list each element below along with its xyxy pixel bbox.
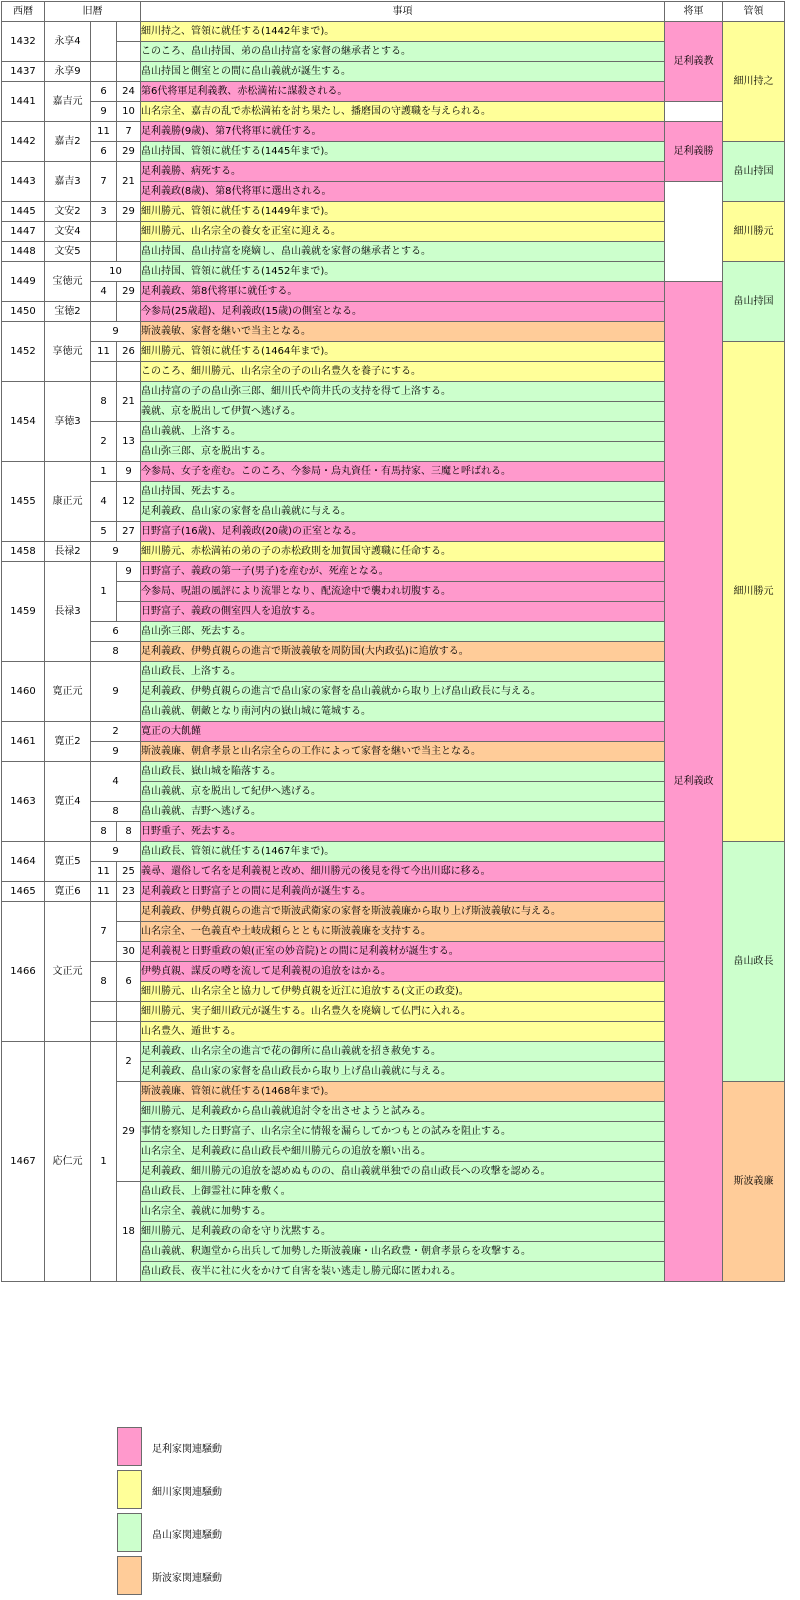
event-cell: 足利義政、畠山家の家督を畠山義就に与える。 [141,502,665,522]
month-cell [91,22,117,62]
month-cell: 2 [91,422,117,462]
day-cell [117,22,141,42]
month-cell: 6 [91,82,117,102]
event-cell: 義就、京を脱出して伊賀へ逃げる。 [141,402,665,422]
event-cell: 細川勝元、足利義政の命を守り沈黙する。 [141,1222,665,1242]
event-cell: 今参局、女子を産む。このころ、今参局・烏丸資任・有馬持家、三魔と呼ばれる。 [141,462,665,482]
era-cell: 永享4 [45,22,91,62]
day-cell: 21 [117,382,141,422]
table-row [2,282,785,302]
month-cell: 3 [91,202,117,222]
era-cell: 文安2 [45,202,91,222]
event-cell: 細川勝元、赤松満祐の弟の子の赤松政則を加賀国守護職に任命する。 [141,542,665,562]
month-cell: 1 [91,1042,117,1282]
event-cell: 細川勝元、山名宗全と協力して伊勢貞親を近江に追放する(文正の政変)。 [141,982,665,1002]
event-cell: 畠山持国、管領に就任する(1452年まで)。 [141,262,665,282]
month-cell: 9 [91,322,141,342]
header-row [2,2,785,22]
event-cell: 畠山持国、畠山持富を廃嫡し、畠山義就を家督の継承者とする。 [141,242,665,262]
day-cell: 29 [117,202,141,222]
event-cell: 畠山弥三郎、死去する。 [141,622,665,642]
legend-label: 畠山家関連騒動 [152,1530,222,1541]
year-cell: 1465 [2,882,45,902]
event-cell: 斯波義廉、朝倉孝景と山名宗全らの工作によって家督を継いで当主となる。 [141,742,665,762]
month-cell: 6 [91,622,141,642]
day-cell: 2 [117,1042,141,1082]
year-cell: 1454 [2,382,45,462]
month-cell: 1 [91,462,117,482]
header-kanrei: 管領 [723,2,785,22]
month-cell: 8 [91,802,141,822]
event-cell: 日野富子、義政の第一子(男子)を産むが、死産となる。 [141,562,665,582]
day-cell: 9 [117,462,141,482]
day-cell: 29 [117,142,141,162]
kanrei-cell: 細川勝元 [723,202,785,262]
year-cell: 1459 [2,562,45,662]
year-cell: 1466 [2,902,45,1042]
year-cell: 1467 [2,1042,45,1282]
event-cell: 畠山持国、死去する。 [141,482,665,502]
era-cell: 嘉吉元 [45,82,91,122]
event-cell: 細川勝元、足利義政から畠山義就追討令を出させようと試みる。 [141,1102,665,1122]
day-cell: 7 [117,122,141,142]
year-cell: 1447 [2,222,45,242]
month-cell: 9 [91,842,141,862]
year-cell: 1443 [2,162,45,202]
event-cell: 足利義政、伊勢貞親らの進言で斯波義敏を周防国(大内政弘)に追放する。 [141,642,665,662]
day-cell: 9 [117,562,141,582]
day-cell: 26 [117,342,141,362]
day-cell: 27 [117,522,141,542]
kanrei-cell: 斯波義廉 [723,1082,785,1282]
era-cell: 文正元 [45,902,91,1042]
kanrei-cell: 畠山持国 [723,142,785,202]
day-cell: 13 [117,422,141,462]
legend-swatch [117,1470,142,1509]
kanrei-cell: 畠山持国 [723,262,785,342]
event-cell: 日野富子(16歳)、足利義政(20歳)の正室となる。 [141,522,665,542]
day-cell: 12 [117,482,141,522]
event-cell: 寛正の大飢饉 [141,722,665,742]
event-cell: 畠山政長、上御霊社に陣を敷く。 [141,1182,665,1202]
day-cell [117,1022,141,1042]
day-cell: 21 [117,162,141,202]
event-cell: このころ、畠山持国、弟の畠山持富を家督の継承者とする。 [141,42,665,62]
event-cell: 事情を察知した日野富子、山名宗全に情報を漏らしてかつもとの試みを阻止する。 [141,1122,665,1142]
day-cell [117,1002,141,1022]
legend-item-hosokawa [117,1470,417,1513]
era-cell: 嘉吉2 [45,122,91,162]
event-cell: 畠山義就、上洛する。 [141,422,665,442]
event-cell: 山名宗全、足利義政に畠山政長や細川勝元らの追放を願い出る。 [141,1142,665,1162]
year-cell: 1464 [2,842,45,882]
header-event: 事項 [141,2,665,22]
month-cell: 4 [91,762,141,802]
day-cell: 18 [117,1182,141,1282]
event-cell: 足利義勝、病死する。 [141,162,665,182]
header-shogun: 将軍 [665,2,723,22]
month-cell [91,1022,117,1042]
year-cell: 1460 [2,662,45,722]
table-row [2,22,785,42]
month-cell [91,302,117,322]
era-cell: 享徳3 [45,382,91,462]
day-cell [117,362,141,382]
day-cell [117,222,141,242]
chronology-table [1,1,785,1282]
month-cell: 8 [91,962,117,1002]
day-cell [117,602,141,622]
legend-item-ashikaga [117,1427,417,1470]
month-cell: 9 [91,102,117,122]
event-cell: 足利義政、細川勝元の追放を認めぬものの、畠山義就単独での畠山政長への攻撃を認める。 [141,1162,665,1182]
event-cell: 足利義政、畠山家の家督を畠山政長から取り上げ畠山義就に与える。 [141,1062,665,1082]
day-cell: 10 [117,102,141,122]
era-cell: 寛正5 [45,842,91,882]
event-cell: 足利義政、伊勢貞親らの進言で斯波武衛家の家督を斯波義廉から取り上げ斯波義敏に与える。 [141,902,665,922]
era-cell: 長禄2 [45,542,91,562]
event-cell: 足利義勝(9歳)、第7代将軍に就任する。 [141,122,665,142]
day-cell: 24 [117,82,141,102]
year-cell: 1452 [2,322,45,382]
legend-item-hatakeyama [117,1513,417,1556]
event-cell: 細川勝元、実子細川政元が誕生する。山名豊久を廃嫡して仏門に入れる。 [141,1002,665,1022]
shogun-cell [665,102,723,122]
year-cell: 1437 [2,62,45,82]
event-cell: 日野富子、義政の側室四人を追放する。 [141,602,665,622]
legend-label: 足利家関連騒動 [152,1444,222,1455]
era-cell: 寛正4 [45,762,91,842]
legend-label: 斯波家関連騒動 [152,1573,222,1584]
event-cell: 斯波義廉、管領に就任する(1468年まで)。 [141,1082,665,1102]
day-cell [117,242,141,262]
event-cell: 今参局、呪詛の風評により流罪となり、配流途中で襲われ切腹する。 [141,582,665,602]
day-cell: 8 [117,822,141,842]
era-cell: 文安5 [45,242,91,262]
era-cell: 寛正元 [45,662,91,722]
era-cell: 寛正6 [45,882,91,902]
month-cell [91,242,117,262]
month-cell: 9 [91,662,141,722]
month-cell: 8 [91,822,117,842]
month-cell: 9 [91,742,141,762]
era-cell: 文安4 [45,222,91,242]
day-cell [117,922,141,942]
event-cell: 足利義政、山名宗全の進言で花の御所に畠山義就を招き赦免する。 [141,1042,665,1062]
year-cell: 1448 [2,242,45,262]
month-cell [91,222,117,242]
legend [117,1427,417,1599]
event-cell: 山名宗全、義就に加勢する。 [141,1202,665,1222]
legend-item-shiba [117,1556,417,1599]
month-cell: 5 [91,522,117,542]
day-cell: 29 [117,282,141,302]
event-cell: 畠山義就、京を脱出して紀伊へ逃げる。 [141,782,665,802]
month-cell: 4 [91,482,117,522]
event-cell: 畠山弥三郎、京を脱出する。 [141,442,665,462]
month-cell: 11 [91,862,117,882]
event-cell: 畠山持国と側室との間に畠山義就が誕生する。 [141,62,665,82]
day-cell: 29 [117,1082,141,1182]
event-cell: 畠山義就、朝敵となり南河内の嶽山城に篭城する。 [141,702,665,722]
table-row [2,102,785,122]
event-cell: 畠山政長、上洛する。 [141,662,665,682]
month-cell: 8 [91,382,117,422]
month-cell [91,62,117,82]
month-cell: 2 [91,722,141,742]
shogun-cell: 足利義勝 [665,122,723,182]
year-cell: 1450 [2,302,45,322]
month-cell: 1 [91,562,117,622]
year-cell: 1463 [2,762,45,842]
shogun-cell: 足利義政 [665,282,723,1282]
event-cell: 足利義政(8歳)、第8代将軍に選出される。 [141,182,665,202]
shogun-cell [665,182,723,282]
event-cell: 畠山義就、釈迦堂から出兵して加勢した斯波義廉・山名政豊・朝倉孝景らを攻撃する。 [141,1242,665,1262]
era-cell: 永享9 [45,62,91,82]
month-cell: 11 [91,342,117,362]
event-cell: 義尋、還俗して名を足利義視と改め、細川勝元の後見を得て今出川邸に移る。 [141,862,665,882]
year-cell: 1442 [2,122,45,162]
era-cell: 宝徳2 [45,302,91,322]
event-cell: 山名豊久、遁世する。 [141,1022,665,1042]
era-cell: 宝徳元 [45,262,91,302]
month-cell: 11 [91,882,117,902]
event-cell: 足利義視と日野重政の娘(正室の妙音院)との間に足利義材が誕生する。 [141,942,665,962]
event-cell: 足利義政、第8代将軍に就任する。 [141,282,665,302]
day-cell: 30 [117,942,141,962]
day-cell: 25 [117,862,141,882]
table-row [2,122,785,142]
month-cell: 10 [91,262,141,282]
shogun-cell: 足利義教 [665,22,723,102]
event-cell: 畠山政長、夜半に社に火をかけて自害を装い逃走し勝元邸に匿われる。 [141,1262,665,1282]
era-cell: 康正元 [45,462,91,542]
era-cell: 嘉吉3 [45,162,91,202]
event-cell: 細川持之、管領に就任する(1442年まで)。 [141,22,665,42]
month-cell: 6 [91,142,117,162]
era-cell: 長禄3 [45,562,91,662]
legend-label: 細川家関連騒動 [152,1487,222,1498]
day-cell [117,42,141,62]
year-cell: 1461 [2,722,45,762]
event-cell: 伊勢貞親、謀反の噂を流して足利義視の追放をはかる。 [141,962,665,982]
era-cell: 享徳元 [45,322,91,382]
year-cell: 1441 [2,82,45,122]
event-cell: 畠山持国、管領に就任する(1445年まで)。 [141,142,665,162]
event-cell: 足利義政、伊勢貞親らの進言で畠山家の家督を畠山義就から取り上げ畠山政長に与える。 [141,682,665,702]
year-cell: 1449 [2,262,45,302]
month-cell: 9 [91,542,141,562]
header-western-year: 西暦 [2,2,45,22]
year-cell: 1432 [2,22,45,62]
event-cell: 第6代将軍足利義教、赤松満祐に謀殺される。 [141,82,665,102]
month-cell: 4 [91,282,117,302]
event-cell: 畠山政長、管領に就任する(1467年まで)。 [141,842,665,862]
event-cell: 今参局(25歳超)、足利義政(15歳)の側室となる。 [141,302,665,322]
month-cell: 7 [91,162,117,202]
day-cell [117,302,141,322]
event-cell: 細川勝元、管領に就任する(1464年まで)。 [141,342,665,362]
day-cell: 23 [117,882,141,902]
event-cell: 山名宗全、一色義直や土岐成頼らとともに斯波義廉を支持する。 [141,922,665,942]
kanrei-cell: 細川持之 [723,22,785,142]
era-cell: 寛正2 [45,722,91,762]
day-cell: 6 [117,962,141,1002]
month-cell: 7 [91,902,117,962]
event-cell: 畠山持富の子の畠山弥三郎、細川氏や筒井氏の支持を得て上洛する。 [141,382,665,402]
event-cell: 細川勝元、山名宗全の養女を正室に迎える。 [141,222,665,242]
year-cell: 1445 [2,202,45,222]
kanrei-cell: 畠山政長 [723,842,785,1082]
era-cell: 応仁元 [45,1042,91,1282]
event-cell: 斯波義敏、家督を継いで当主となる。 [141,322,665,342]
event-cell: 畠山義就、吉野へ逃げる。 [141,802,665,822]
kanrei-cell: 細川勝元 [723,342,785,842]
month-cell [91,362,117,382]
year-cell: 1458 [2,542,45,562]
event-cell: 細川勝元、管領に就任する(1449年まで)。 [141,202,665,222]
month-cell [91,1002,117,1022]
event-cell: 日野重子、死去する。 [141,822,665,842]
event-cell: 畠山政長、嶽山城を陥落する。 [141,762,665,782]
day-cell [117,582,141,602]
year-cell: 1455 [2,462,45,542]
header-old-calendar: 旧暦 [45,2,141,22]
legend-swatch [117,1556,142,1595]
day-cell [117,902,141,922]
legend-swatch [117,1513,142,1552]
event-cell: 山名宗全、嘉吉の乱で赤松満祐を討ち果たし、播磨国の守護職を与えられる。 [141,102,665,122]
month-cell: 11 [91,122,117,142]
month-cell: 8 [91,642,141,662]
event-cell: このころ、細川勝元、山名宗全の子の山名豊久を養子にする。 [141,362,665,382]
legend-swatch [117,1427,142,1466]
event-cell: 足利義政と日野富子との間に足利義尚が誕生する。 [141,882,665,902]
day-cell [117,62,141,82]
